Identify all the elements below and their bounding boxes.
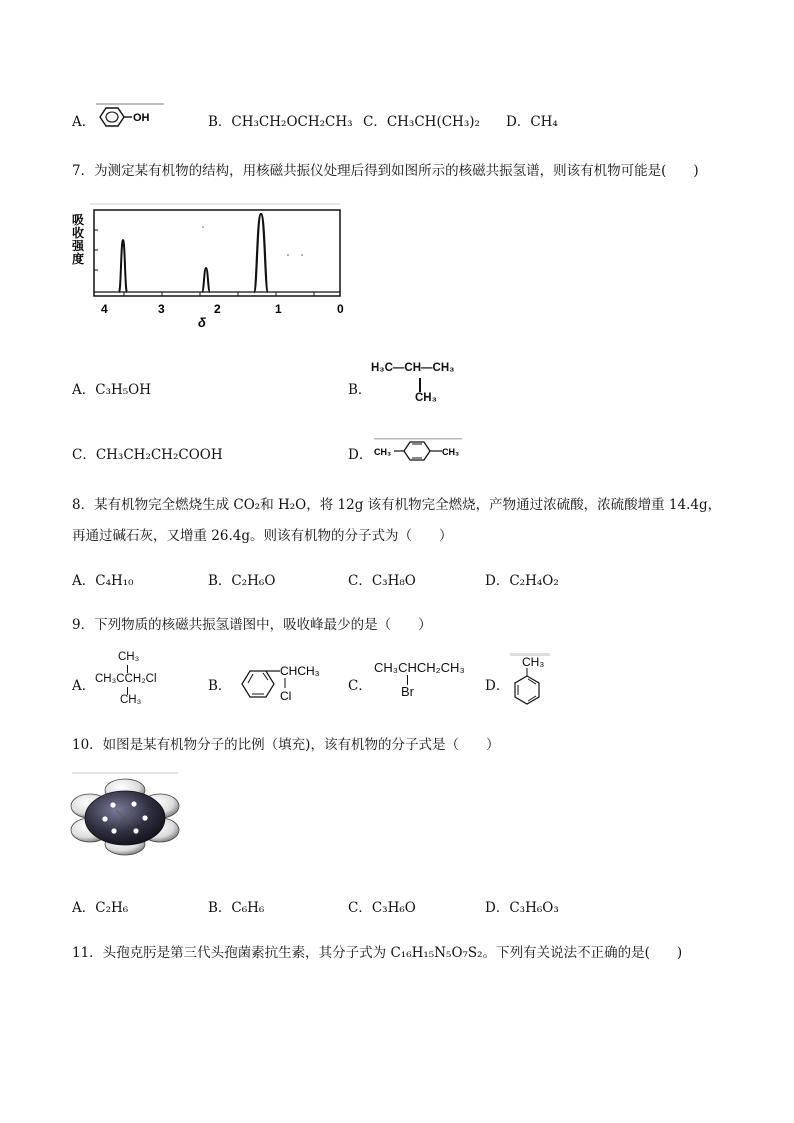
- methyl-group: CH₃: [522, 655, 545, 669]
- speck: [287, 254, 289, 256]
- q9-option-b-label: B．: [208, 678, 232, 694]
- q9-option-c-branch: Br: [401, 684, 414, 699]
- q7-option-b-label: B．: [348, 382, 372, 398]
- oh-group: OH: [133, 112, 150, 124]
- nmr-spectrum: [70, 200, 350, 330]
- q9-option-a-bond-up: [127, 665, 128, 673]
- benzene-ring: [100, 108, 124, 126]
- x-tick-label-3: 3: [158, 302, 165, 316]
- peak-2: [202, 268, 210, 292]
- q7-option-d-label: D．: [348, 447, 373, 463]
- methyl-left: CH₃: [374, 447, 392, 457]
- aromatic-circle: [106, 112, 118, 122]
- ylabel-char-3: 强: [72, 239, 85, 253]
- q6-option-d: D．CH₄: [506, 114, 558, 130]
- q7-option-b-bond: [419, 378, 421, 392]
- x-tick-label-1: 1: [275, 302, 282, 316]
- q9-option-a-bottom: CH₃: [120, 694, 142, 706]
- q8-option-d: D．C₂H₄O₂: [485, 573, 559, 589]
- peak-1: [119, 240, 127, 292]
- q6-option-c: C．CH₃CH(CH₃)₂: [363, 114, 480, 130]
- q8-option-a: A．C₄H₁₀: [72, 573, 134, 589]
- image-noise: [374, 438, 462, 440]
- q8-stem-line-1: 8．某有机物完全燃烧生成 CO₂和 H₂O，将 12g 该有机物完全燃烧，产物通过浓硫酸，浓硫酸增重 14.4g，: [72, 497, 722, 513]
- q8-stem-line-2: 再通过碱石灰，又增重 26.4g。则该有机物的分子式为（ ）: [72, 528, 453, 544]
- q7-option-a: A．C₃H₅OH: [72, 382, 152, 398]
- methyl-right: CH₃: [442, 447, 460, 457]
- q10-option-c: C．C₃H₆O: [348, 900, 416, 916]
- peak-3: [254, 214, 268, 292]
- benzene-ring: [515, 676, 539, 704]
- double-bond: [528, 679, 536, 684]
- q9-option-a-chain: CH₃CCH₂Cl: [95, 673, 157, 685]
- q9-option-c-label: C．: [348, 678, 372, 694]
- q10-option-d: D．C₃H₆O₃: [485, 900, 559, 916]
- q7-option-b-chain: H₃C—CH—CH₃: [371, 362, 455, 374]
- highlight: [131, 801, 136, 806]
- q8-option-c: C．C₃H₈O: [348, 573, 416, 589]
- ylabel-char-2: 收: [72, 226, 85, 240]
- benzene-ring: [242, 671, 274, 697]
- benzene-space-filling-model: [68, 770, 183, 860]
- highlight: [110, 802, 115, 807]
- q6-option-b: B．CH₃CH₂OCH₂CH₃: [208, 114, 353, 130]
- image-noise: [96, 103, 164, 105]
- q6-option-a: [72, 110, 95, 130]
- x-axis-label: δ: [198, 315, 206, 330]
- speck: [202, 226, 204, 228]
- q8-option-b: B．C₂H₆O: [208, 573, 276, 589]
- q10-option-b: B．C₆H₆: [208, 900, 265, 916]
- highlight: [102, 816, 107, 821]
- q9-option-d-label: D．: [485, 678, 510, 694]
- q10-option-a: A．C₂H₆: [72, 900, 129, 916]
- q9-option-c-chain: CH₃CHCH₂CH₃: [374, 660, 465, 675]
- q9-stem: 9．下列物质的核磁共振氢谱图中，吸收峰最少的是（ ）: [72, 617, 432, 633]
- speck: [301, 254, 303, 256]
- q7-stem: 7．为测定某有机物的结构，用核磁共振仪处理后得到如图所示的核磁共振氢谱，则该有机物可能是( ): [72, 163, 699, 179]
- highlight: [142, 815, 147, 820]
- q9-option-a-top: CH₃: [118, 651, 140, 663]
- q11-stem: 11．头孢克肟是第三代头孢菌素抗生素，其分子式为 C₁₆H₁₅N₅O₇S₂。下列有关说法不正确的是( ): [72, 945, 683, 961]
- highlight: [133, 828, 138, 833]
- toluene-structure: [508, 652, 556, 710]
- q7-option-b-branch: CH₃: [415, 392, 437, 404]
- x-tick-label-4: 4: [101, 302, 108, 316]
- x-tick-label-0: 0: [337, 302, 344, 316]
- q6-option-a-label: A．: [72, 114, 96, 130]
- highlight: [111, 828, 116, 833]
- q9-option-a-label: A．: [72, 678, 96, 694]
- ylabel-char-1: 吸: [72, 213, 85, 227]
- ylabel-char-4: 度: [72, 252, 85, 266]
- chloro-group: Cl: [280, 689, 292, 703]
- double-bond: [528, 696, 536, 701]
- q9-option-b-structure: [238, 660, 333, 708]
- spectrum-frame: [94, 210, 340, 296]
- q7-option-c: C．CH₃CH₂CH₂COOH: [72, 447, 223, 463]
- x-tick-label-2: 2: [214, 302, 221, 316]
- p-xylene-structure: [372, 436, 468, 466]
- phenol-structure: [94, 101, 164, 131]
- side-chain: CHCH₃: [280, 664, 320, 678]
- benzene-ring: [404, 442, 430, 460]
- q10-stem: 10．如图是某有机物分子的比例（填充)，该有机物的分子式是（ ）: [72, 737, 500, 753]
- double-bond: [248, 674, 253, 683]
